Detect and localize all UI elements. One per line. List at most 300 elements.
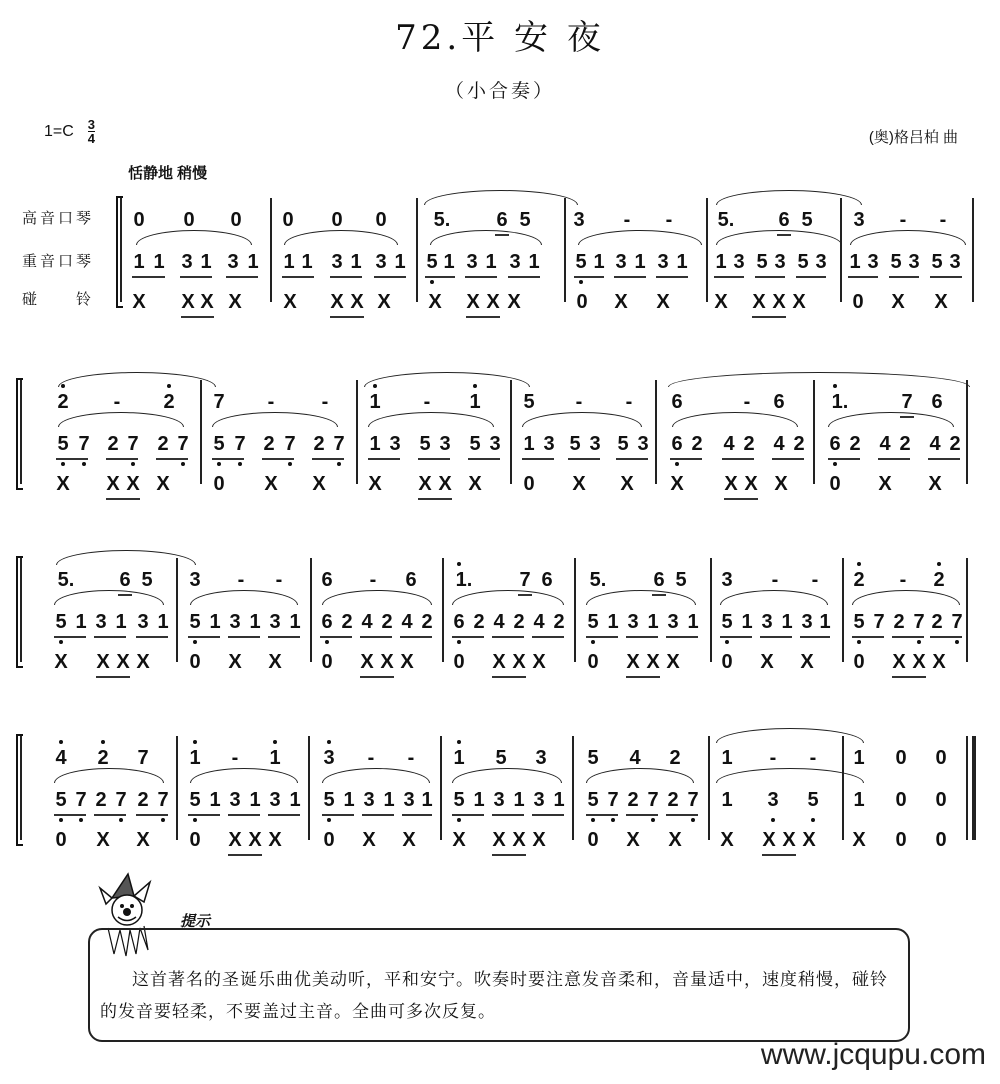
note: 7 [233, 432, 247, 456]
note: 1. [828, 390, 852, 414]
barline [356, 380, 358, 484]
percussion-note: X [312, 473, 326, 495]
note: 5 [469, 433, 481, 455]
note: 5 [322, 788, 336, 812]
low-octave-dot [811, 818, 815, 822]
note: 2 [107, 433, 119, 455]
note: 1 [715, 251, 727, 273]
low-octave-dot [82, 462, 86, 466]
note: 3 [667, 611, 679, 633]
low-octave-dot [325, 640, 329, 644]
note: 3 [439, 433, 451, 455]
percussion-note: X [330, 291, 344, 313]
note: 3 [137, 611, 149, 633]
note: 5 [675, 569, 687, 591]
barline [710, 558, 712, 662]
note: 7 [126, 432, 140, 456]
note: 5 [56, 432, 70, 456]
note: 3 [466, 251, 478, 273]
slur-harmony [136, 230, 252, 245]
eighth-underline [118, 594, 132, 596]
percussion-note: X [934, 291, 948, 313]
note: 2 [667, 789, 679, 811]
note: 1 [153, 251, 165, 273]
percussion-note: X [362, 829, 376, 851]
high-octave-dot [193, 740, 197, 744]
barline [416, 198, 418, 302]
note: - [811, 569, 819, 591]
percussion-note: 0 [587, 651, 599, 673]
eighth-underline [492, 854, 526, 856]
slur-melody [424, 190, 578, 205]
note: 1 [721, 789, 733, 811]
note: 6 [828, 432, 842, 456]
note: 3 [721, 569, 733, 591]
percussion-note: 0 [189, 651, 201, 673]
note: 5. [433, 209, 451, 231]
eighth-underline [180, 276, 212, 278]
note: 3 [627, 611, 639, 633]
low-octave-dot [691, 818, 695, 822]
note: 5. [589, 569, 607, 591]
percussion-note: X [126, 473, 140, 495]
barline [200, 380, 202, 484]
slur-harmony [578, 230, 702, 245]
percussion-note: X [892, 651, 906, 673]
eighth-underline [760, 636, 792, 638]
percussion-note: X [802, 829, 816, 851]
note: 1 [468, 390, 482, 414]
low-octave-dot [591, 640, 595, 644]
note: 3 [853, 209, 865, 231]
eighth-underline [626, 676, 660, 678]
note: 5 [523, 391, 535, 413]
eighth-underline [228, 636, 260, 638]
note: 5. [57, 569, 75, 591]
note: 1 [485, 251, 497, 273]
slur-harmony [452, 768, 562, 783]
note: 7 [519, 569, 531, 591]
low-octave-dot [579, 280, 583, 284]
percussion-note: 0 [453, 651, 465, 673]
note: 3 [375, 251, 387, 273]
slur-harmony [58, 412, 184, 427]
note: 2 [691, 433, 703, 455]
note: 1 [607, 611, 619, 633]
note: 1 [647, 611, 659, 633]
percussion-note: X [752, 291, 766, 313]
low-octave-dot [217, 462, 221, 466]
slur-harmony [672, 412, 798, 427]
note: 7 [606, 788, 620, 812]
note: 1 [268, 746, 282, 770]
note: 2 [263, 433, 275, 455]
percussion-note: X [772, 291, 786, 313]
barline [966, 736, 968, 840]
percussion-note: X [532, 829, 546, 851]
note: - [771, 569, 779, 591]
eighth-underline [889, 276, 919, 278]
percussion-note: 0 [895, 829, 907, 851]
barline [842, 558, 844, 662]
percussion-note: X [418, 473, 432, 495]
barline [564, 198, 566, 302]
high-octave-dot [937, 562, 941, 566]
slur-harmony [54, 768, 164, 783]
barline [176, 736, 178, 840]
note: - [231, 747, 239, 769]
note: 5 [212, 432, 226, 456]
note: 7 [77, 432, 91, 456]
note: - [899, 569, 907, 591]
note: 2 [627, 789, 639, 811]
note: 6 [671, 391, 683, 413]
note: 5 [569, 433, 581, 455]
low-octave-dot [457, 818, 461, 822]
eighth-underline [568, 458, 600, 460]
percussion-note: X [228, 651, 242, 673]
note: 4 [361, 611, 373, 633]
note: 5 [519, 209, 531, 231]
time-signature: $\frac{3}{4}$ [87, 117, 96, 146]
eighth-underline [755, 276, 785, 278]
note: 5 [852, 610, 866, 634]
note: 6 [773, 391, 785, 413]
eighth-underline [54, 636, 86, 638]
percussion-note: X [891, 291, 905, 313]
eighth-underline [892, 676, 926, 678]
percussion-note: X [774, 473, 788, 495]
note: 5 [586, 610, 600, 634]
note: 6 [452, 610, 466, 634]
low-octave-dot [833, 462, 837, 466]
eighth-underline [492, 814, 524, 816]
slur-harmony [522, 412, 642, 427]
slur-harmony [850, 230, 966, 245]
eighth-underline [282, 276, 314, 278]
percussion-note: X [466, 291, 480, 313]
eighth-underline [452, 636, 484, 638]
note: 3 [535, 747, 547, 769]
percussion-note: 0 [587, 829, 599, 851]
note: 1 [249, 789, 261, 811]
low-octave-dot [457, 640, 461, 644]
percussion-note: X [438, 473, 452, 495]
percussion-note: X [136, 651, 150, 673]
instrument-label-treble-harmonica: 高音口琴 [22, 209, 95, 227]
note: 2 [932, 568, 946, 592]
note: 3 [181, 251, 193, 273]
note: 5 [806, 788, 820, 812]
percussion-note: X [507, 291, 521, 313]
note: 7 [137, 747, 149, 769]
note: 7 [901, 391, 913, 413]
note: 5 [587, 747, 599, 769]
eighth-underline [892, 636, 924, 638]
percussion-note: X [932, 651, 946, 673]
note: 6 [541, 569, 553, 591]
high-octave-dot [167, 384, 171, 388]
note: 2 [931, 611, 943, 633]
eighth-underline [614, 276, 646, 278]
percussion-note: X [368, 473, 382, 495]
score-title: 72.平 安 夜 [395, 18, 605, 58]
high-octave-dot [273, 740, 277, 744]
low-octave-dot [79, 818, 83, 822]
note: 1 [188, 746, 202, 770]
barline [574, 558, 576, 662]
percussion-note: X [492, 829, 506, 851]
note: 1 [249, 611, 261, 633]
eighth-underline [656, 276, 688, 278]
eighth-underline [136, 814, 168, 816]
percussion-note: X [350, 291, 364, 313]
percussion-note: X [132, 291, 146, 313]
eighth-underline [94, 636, 126, 638]
note: 6 [653, 569, 665, 591]
percussion-note: X [156, 473, 170, 495]
percussion-note: X [268, 651, 282, 673]
eighth-underline [492, 676, 526, 678]
low-octave-dot [193, 818, 197, 822]
note: 3 [229, 789, 241, 811]
eighth-underline [400, 636, 432, 638]
slur-harmony [452, 590, 564, 605]
note: 3 [269, 611, 281, 633]
percussion-note: X [268, 829, 282, 851]
percussion-note: X [248, 829, 262, 851]
note: 1 [721, 747, 733, 769]
note: 2 [95, 789, 107, 811]
note: 4 [54, 746, 68, 770]
note: 2 [669, 747, 681, 769]
high-octave-dot [457, 740, 461, 744]
eighth-underline [468, 458, 500, 460]
low-octave-dot [181, 462, 185, 466]
note: 2 [513, 611, 525, 633]
barline [176, 558, 178, 662]
note: 0 [375, 209, 387, 231]
note: - [809, 747, 817, 769]
slur-melody [668, 372, 970, 387]
eighth-underline [772, 458, 804, 460]
note: 1 [819, 611, 831, 633]
eighth-underline [418, 458, 450, 460]
percussion-note: X [720, 829, 734, 851]
percussion-note: X [56, 473, 70, 495]
high-octave-dot [833, 384, 837, 388]
note: 7 [873, 611, 885, 633]
note: 1 [209, 789, 221, 811]
low-octave-dot [238, 462, 242, 466]
eighth-underline [330, 276, 362, 278]
percussion-note: 0 [55, 829, 67, 851]
note: 4 [629, 747, 641, 769]
percussion-note: X [200, 291, 214, 313]
note: 5 [586, 788, 600, 812]
note: - [743, 391, 751, 413]
eighth-underline [626, 814, 658, 816]
note: 1 [394, 251, 406, 273]
high-octave-dot [59, 740, 63, 744]
percussion-note: X [666, 651, 680, 673]
eighth-underline [930, 636, 962, 638]
note: 0 [133, 209, 145, 231]
note: 2 [852, 568, 866, 592]
eighth-underline [518, 594, 532, 596]
note: 3 [493, 789, 505, 811]
slur-melody [716, 190, 862, 205]
note: 2 [553, 611, 565, 633]
eighth-underline [522, 458, 554, 460]
percussion-note: 0 [189, 829, 201, 851]
note: 2 [899, 433, 911, 455]
low-octave-dot [611, 818, 615, 822]
note: 7 [686, 788, 700, 812]
note: 0 [935, 747, 947, 769]
percussion-note: X [620, 473, 634, 495]
note: 3 [543, 433, 555, 455]
eighth-underline [262, 458, 294, 460]
note: 3 [815, 251, 827, 273]
percussion-note: X [852, 829, 866, 851]
note: 2 [949, 433, 961, 455]
note: 1 [289, 789, 301, 811]
note: 5 [720, 610, 734, 634]
percussion-note: X [626, 651, 640, 673]
percussion-note: X [377, 291, 391, 313]
slur-harmony [212, 412, 338, 427]
percussion-note: X [428, 291, 442, 313]
note: 1 [383, 789, 395, 811]
low-octave-dot [591, 818, 595, 822]
percussion-note: X [668, 829, 682, 851]
percussion-note: X [744, 473, 758, 495]
note: 4 [773, 433, 785, 455]
eighth-underline [852, 636, 884, 638]
note: 1 [452, 746, 466, 770]
eighth-underline [312, 458, 344, 460]
eighth-underline [670, 458, 702, 460]
eighth-underline [188, 814, 220, 816]
percussion-note: 0 [852, 291, 864, 313]
eighth-underline [508, 276, 540, 278]
eighth-underline [626, 636, 658, 638]
slur-harmony [430, 230, 542, 245]
note: 1 [687, 611, 699, 633]
note: - [769, 747, 777, 769]
slur-harmony [368, 412, 494, 427]
note: 5 [797, 251, 809, 273]
note: 1 [853, 747, 865, 769]
note: 1 [350, 251, 362, 273]
eighth-underline [848, 276, 878, 278]
eighth-underline [362, 814, 394, 816]
score-subtitle: （小合奏） [444, 80, 555, 102]
note: 1 [200, 251, 212, 273]
note: 2 [96, 746, 110, 770]
note: 0 [183, 209, 195, 231]
note: - [623, 209, 631, 231]
slur-harmony [586, 768, 694, 783]
low-octave-dot [288, 462, 292, 466]
eighth-underline [368, 458, 400, 460]
note: 5 [890, 251, 902, 273]
percussion-note: X [670, 473, 684, 495]
note: 3 [657, 251, 669, 273]
barline [842, 736, 844, 840]
high-octave-dot [101, 740, 105, 744]
eighth-underline [652, 594, 666, 596]
barline [440, 736, 442, 840]
note: 3 [227, 251, 239, 273]
note: 5 [188, 610, 202, 634]
note: 5 [574, 250, 588, 274]
percussion-note: X [283, 291, 297, 313]
barline [20, 736, 22, 840]
note: 3 [189, 569, 201, 591]
note: - [899, 209, 907, 231]
eighth-underline [720, 636, 752, 638]
instrument-label-chord-harmonica: 重音口琴 [22, 252, 95, 270]
eighth-underline [402, 814, 432, 816]
barline [972, 198, 974, 302]
eighth-underline [796, 276, 826, 278]
composer-credit: (奥)格吕柏 曲 [868, 129, 958, 146]
percussion-note: X [400, 651, 414, 673]
note: - [939, 209, 947, 231]
note: 3 [533, 789, 545, 811]
slur-harmony [190, 590, 298, 605]
note: 3 [615, 251, 627, 273]
note: 3 [908, 251, 920, 273]
low-octave-dot [857, 640, 861, 644]
note: 1 [634, 251, 646, 273]
percussion-note: X [928, 473, 942, 495]
high-octave-dot [373, 384, 377, 388]
note: 0 [331, 209, 343, 231]
note: 0 [935, 789, 947, 811]
eighth-underline [495, 234, 509, 236]
barline [655, 380, 657, 484]
note: 3 [774, 251, 786, 273]
high-octave-dot [327, 740, 331, 744]
eighth-underline [532, 814, 564, 816]
eighth-underline [54, 814, 86, 816]
note: 5 [54, 788, 68, 812]
low-octave-dot [337, 462, 341, 466]
note: 2 [849, 433, 861, 455]
eighth-underline [322, 814, 354, 816]
low-octave-dot [430, 280, 434, 284]
note: 5 [931, 251, 943, 273]
barline [966, 380, 968, 484]
percussion-note: X [228, 829, 242, 851]
note: 2 [56, 390, 70, 414]
note: 7 [912, 610, 926, 634]
eighth-underline [132, 276, 165, 278]
note: 3 [949, 251, 961, 273]
eighth-underline [724, 498, 758, 500]
note: - [625, 391, 633, 413]
eighth-underline [96, 676, 130, 678]
barline [120, 198, 122, 302]
note: 3 [589, 433, 601, 455]
note: 1 [115, 611, 127, 633]
low-octave-dot [917, 640, 921, 644]
percussion-note: 0 [853, 651, 865, 673]
eighth-underline [418, 498, 452, 500]
